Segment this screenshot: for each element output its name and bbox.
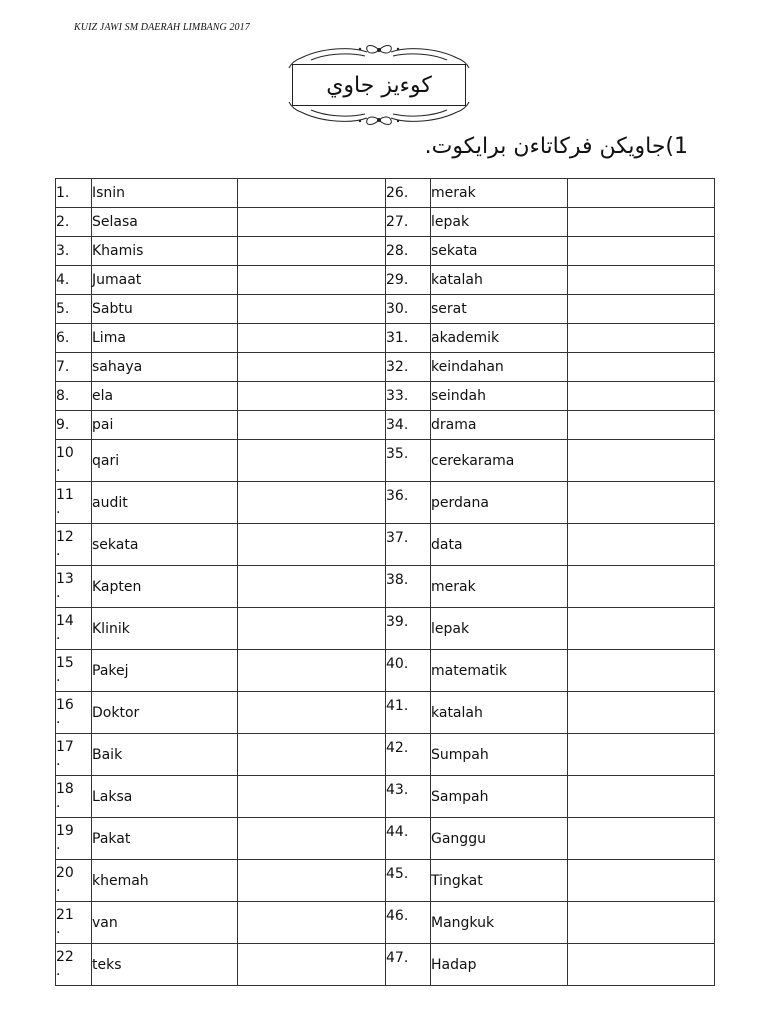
item-number [56,324,92,353]
item-word: khemah [92,860,238,902]
item-word: Sumpah [431,734,568,776]
answer-cell[interactable] [238,411,386,440]
item-word: sahaya [92,353,238,382]
table-row [56,944,715,986]
item-number [386,608,431,650]
item-number [386,650,431,692]
item-number-text: 47. [386,950,409,966]
item-number-text: 31. [386,330,409,346]
item-number-text: 30. [386,301,409,317]
header-note: KUIZ JAWI SM DAERAH LIMBANG 2017 [74,22,250,33]
table-row [56,482,715,524]
title-frame [281,44,477,126]
table-row [56,860,715,902]
answer-cell[interactable] [238,608,386,650]
answer-cell[interactable] [568,524,715,566]
answer-cell[interactable] [568,608,715,650]
answer-cell[interactable] [238,237,386,266]
item-number-text: 17 . [56,739,74,769]
item-number-text: 32. [386,359,409,375]
item-word: matematik [431,650,568,692]
item-number [386,266,431,295]
item-number [56,566,92,608]
answer-cell[interactable] [568,944,715,986]
table-row [56,440,715,482]
table-row [56,608,715,650]
item-number [56,776,92,818]
answer-cell[interactable] [568,650,715,692]
item-word: Laksa [92,776,238,818]
item-word: Kapten [92,566,238,608]
item-number-text: 8. [56,388,70,404]
item-number [56,295,92,324]
answer-cell[interactable] [568,179,715,208]
item-number [386,860,431,902]
item-number-text: 6. [56,330,70,346]
answer-cell[interactable] [568,860,715,902]
item-word: lepak [431,608,568,650]
item-number [386,776,431,818]
table-row [56,776,715,818]
item-number-text: 18 . [56,781,74,811]
item-word: Mangkuk [431,902,568,944]
item-number [386,179,431,208]
item-word: katalah [431,266,568,295]
item-number [56,237,92,266]
item-number [56,411,92,440]
item-number-text: 21 . [56,907,74,937]
item-word: qari [92,440,238,482]
item-number [386,818,431,860]
item-number-text: 33. [386,388,409,404]
item-number [386,440,431,482]
quiz-table-body [56,179,715,986]
item-number-text: 26. [386,185,409,201]
item-word: Sampah [431,776,568,818]
item-word: Pakat [92,818,238,860]
instruction-text: 1)جاويكن فركاتاءن برايكوت. [424,134,688,159]
item-number [386,524,431,566]
answer-cell[interactable] [238,295,386,324]
answer-cell[interactable] [568,266,715,295]
item-number-text: 19 . [56,823,74,853]
item-number [56,440,92,482]
item-number-text: 40. [386,656,409,672]
item-word: Khamis [92,237,238,266]
table-row [56,353,715,382]
item-number-text: 35. [386,446,409,462]
item-number-text: 3. [56,243,70,259]
item-number-text: 4. [56,272,70,288]
answer-cell[interactable] [568,734,715,776]
item-number-text: 15 . [56,655,74,685]
table-row [56,818,715,860]
answer-cell[interactable] [238,566,386,608]
item-number-text: 45. [386,866,409,882]
item-number-text: 10 . [56,445,74,475]
item-word: teks [92,944,238,986]
answer-cell[interactable] [238,353,386,382]
item-number [56,650,92,692]
item-number-text: 11 . [56,487,74,517]
item-word: merak [431,179,568,208]
item-number [56,266,92,295]
item-number-text: 43. [386,782,409,798]
table-row [56,566,715,608]
item-number-text: 41. [386,698,409,714]
answer-cell[interactable] [238,382,386,411]
title-box [292,64,466,106]
item-number [56,944,92,986]
item-word: katalah [431,692,568,734]
item-number-text: 13 . [56,571,74,601]
table-row [56,324,715,353]
item-number [56,608,92,650]
item-word: drama [431,411,568,440]
answer-cell[interactable] [238,776,386,818]
item-word: serat [431,295,568,324]
item-number-text: 22 . [56,949,74,979]
table-row [56,411,715,440]
item-number-text: 12 . [56,529,74,559]
answer-cell[interactable] [238,860,386,902]
item-word: Pakej [92,650,238,692]
item-number-text: 1. [56,185,70,201]
answer-cell[interactable] [568,818,715,860]
table-row [56,179,715,208]
item-word: Lima [92,324,238,353]
item-number [56,734,92,776]
answer-cell[interactable] [568,324,715,353]
answer-cell[interactable] [238,440,386,482]
item-word: Ganggu [431,818,568,860]
item-word: perdana [431,482,568,524]
item-word: Selasa [92,208,238,237]
item-number-text: 9. [56,417,70,433]
answer-cell[interactable] [238,902,386,944]
item-number [56,382,92,411]
table-row [56,237,715,266]
item-number-text: 39. [386,614,409,630]
answer-cell[interactable] [568,382,715,411]
table-row [56,382,715,411]
item-word: sekata [92,524,238,566]
item-word: data [431,524,568,566]
page-title: كوءيز جاوي [326,72,432,98]
item-number-text: 44. [386,824,409,840]
item-number [56,179,92,208]
item-number-text: 36. [386,488,409,504]
answer-cell[interactable] [238,482,386,524]
item-number [56,692,92,734]
answer-cell[interactable] [238,944,386,986]
item-word: audit [92,482,238,524]
answer-cell[interactable] [238,208,386,237]
item-number-text: 29. [386,272,409,288]
table-row [56,208,715,237]
item-number-text: 5. [56,301,70,317]
item-word: Baik [92,734,238,776]
item-word: Doktor [92,692,238,734]
item-word: seindah [431,382,568,411]
item-number-text: 14 . [56,613,74,643]
answer-cell[interactable] [568,208,715,237]
item-word: akademik [431,324,568,353]
answer-cell[interactable] [238,650,386,692]
item-number [386,382,431,411]
item-number-text: 37. [386,530,409,546]
item-word: Isnin [92,179,238,208]
answer-cell[interactable] [568,482,715,524]
item-number [386,295,431,324]
table-row [56,266,715,295]
item-word: pai [92,411,238,440]
item-word: Klinik [92,608,238,650]
item-number-text: 34. [386,417,409,433]
answer-cell[interactable] [568,692,715,734]
answer-cell[interactable] [238,524,386,566]
answer-cell[interactable] [568,902,715,944]
item-number [386,411,431,440]
item-number-text: 38. [386,572,409,588]
table-row [56,524,715,566]
item-number [386,692,431,734]
answer-cell[interactable] [238,818,386,860]
item-number [56,524,92,566]
item-number [386,734,431,776]
item-word: lepak [431,208,568,237]
answer-cell[interactable] [568,566,715,608]
item-number-text: 16 . [56,697,74,727]
item-number [386,353,431,382]
item-number [56,860,92,902]
item-word: Tingkat [431,860,568,902]
quiz-table [55,178,715,986]
answer-cell[interactable] [238,179,386,208]
item-word: merak [431,566,568,608]
item-number [56,482,92,524]
item-number [56,818,92,860]
answer-cell[interactable] [238,734,386,776]
table-row [56,650,715,692]
item-word: keindahan [431,353,568,382]
answer-cell[interactable] [568,237,715,266]
item-number-text: 7. [56,359,70,375]
answer-cell[interactable] [238,324,386,353]
item-number [386,208,431,237]
item-number [386,902,431,944]
item-number-text: 42. [386,740,409,756]
item-word: ela [92,382,238,411]
item-number [56,353,92,382]
item-word: van [92,902,238,944]
item-number [56,208,92,237]
item-number [56,902,92,944]
table-row [56,295,715,324]
answer-cell[interactable] [568,295,715,324]
item-number-text: 28. [386,243,409,259]
item-word: Sabtu [92,295,238,324]
answer-cell[interactable] [238,266,386,295]
table-row [56,902,715,944]
item-number-text: 20 . [56,865,74,895]
table-row [56,734,715,776]
answer-cell[interactable] [568,776,715,818]
item-word: sekata [431,237,568,266]
item-word: cerekarama [431,440,568,482]
answer-cell[interactable] [568,411,715,440]
item-word: Jumaat [92,266,238,295]
answer-cell[interactable] [238,692,386,734]
answer-cell[interactable] [568,353,715,382]
table-row [56,692,715,734]
item-number-text: 2. [56,214,70,230]
item-number [386,566,431,608]
item-word: Hadap [431,944,568,986]
item-number-text: 46. [386,908,409,924]
item-number [386,482,431,524]
item-number-text: 27. [386,214,409,230]
item-number [386,324,431,353]
answer-cell[interactable] [568,440,715,482]
item-number [386,237,431,266]
item-number [386,944,431,986]
